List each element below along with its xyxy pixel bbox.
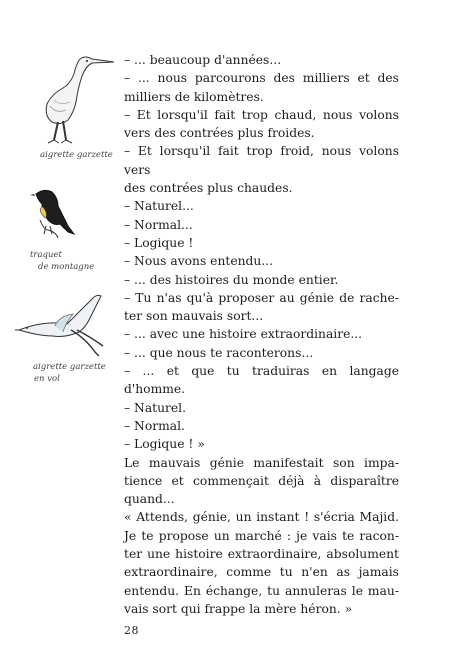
wheatear-caption-line2: de montagne xyxy=(38,262,95,272)
text-line: – Logique ! » xyxy=(124,437,205,452)
text-line: Je te propose un marché : je vais te racon- xyxy=(124,528,399,543)
egret-flying-caption-line1: aigrette garzette xyxy=(33,362,106,372)
wheatear-caption-line1: traquet xyxy=(30,250,62,260)
egret-standing-illustration xyxy=(30,50,115,146)
text-line: – Naturel. xyxy=(124,400,187,415)
text-line: ter son mauvais sort... xyxy=(124,309,264,324)
text-line: – Logique ! xyxy=(124,235,194,250)
text-line: – Normal... xyxy=(124,217,193,232)
egret-flying-caption-line2: en vol xyxy=(34,374,60,384)
text-line: des contrées plus chaudes. xyxy=(124,181,293,196)
egret-flying-illustration xyxy=(15,290,115,358)
text-line: « Attends, génie, un instant ! s'écria Majid. xyxy=(124,510,399,525)
text-line: entendu. En échange, tu annuleras le mau- xyxy=(124,583,399,598)
egret-standing-caption: aigrette garzette xyxy=(40,150,113,160)
text-line: – Tu n'as qu'à proposer au génie de rache- xyxy=(124,290,399,305)
text-line: tience et commençait déjà à disparaître xyxy=(124,473,399,488)
text-line: – ... beaucoup d'années... xyxy=(124,53,282,67)
egret-standing-drawing xyxy=(30,50,115,146)
text-line: ter une histoire extraordinaire, absolument xyxy=(124,547,399,562)
text-line: milliers de kilomètres. xyxy=(124,89,264,104)
wheatear-illustration xyxy=(30,186,80,246)
text-line: – Normal. xyxy=(124,418,185,433)
text-line: – Naturel... xyxy=(124,199,194,214)
text-line: Le mauvais génie manifestait son impa- xyxy=(124,455,399,470)
text-line: vers des contrées plus froides. xyxy=(124,126,315,141)
egret-flying-drawing xyxy=(15,290,115,358)
page-number: 28 xyxy=(124,624,139,637)
text-line: – Et lorsqu'il fait trop froid, nous volons vers xyxy=(124,144,399,177)
body-text xyxy=(124,51,399,618)
text-line: – ... nous parcourons des milliers et des xyxy=(124,71,399,86)
text-line: – Nous avons entendu... xyxy=(124,254,274,269)
text-line: – Et lorsqu'il fait trop chaud, nous volons xyxy=(124,107,399,122)
text-line: – ... que nous te raconterons... xyxy=(124,345,314,360)
text-line: – ... avec une histoire extraordinaire... xyxy=(124,327,363,342)
text-line: vais sort qui frappe la mère héron. » xyxy=(124,601,353,616)
wheatear-drawing xyxy=(30,186,80,246)
text-line: – ... et que tu traduiras en langage xyxy=(124,364,399,379)
text-line: d'homme. xyxy=(124,382,186,397)
text-line: extraordinaire, comme tu n'en as jamais xyxy=(124,565,399,580)
text-line: quand... xyxy=(124,492,175,507)
text-line: – ... des histoires du monde entier. xyxy=(124,272,339,287)
